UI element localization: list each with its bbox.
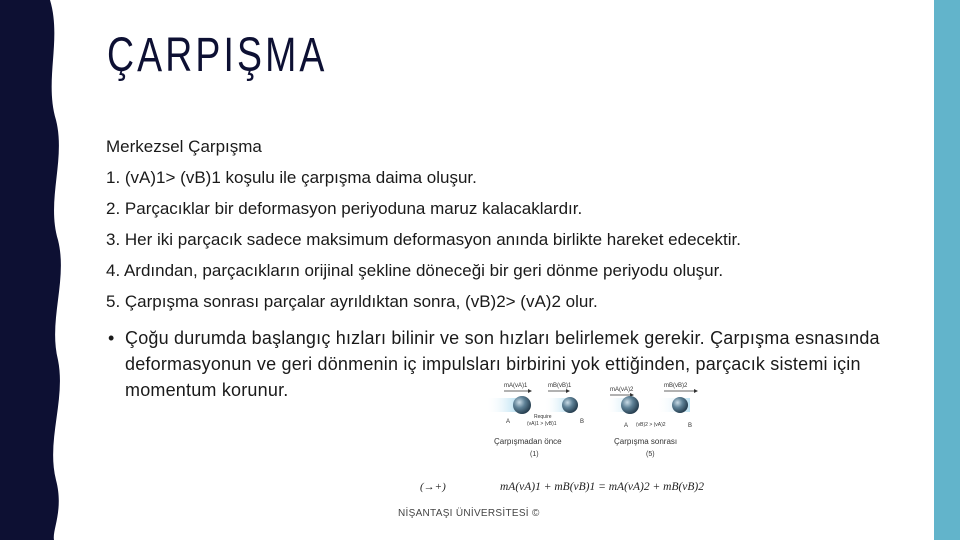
motion-trail (486, 398, 516, 412)
after-condition: (vB)2 > (vA)2 (636, 422, 666, 428)
requirement-condition: (vA)1 > (vB)1 (527, 421, 557, 427)
particle-label-a: A (624, 423, 629, 429)
section-heading: Merkezsel Çarpışma (106, 137, 262, 156)
arrow-head (566, 389, 570, 393)
list-item: 3. Her iki parçacık sadece maksimum deformasyon anında birlikte hareket edecektir. (106, 230, 741, 249)
collision-diagram (418, 374, 764, 502)
before-number: (1) (530, 451, 539, 458)
list-item: 5. Çarpışma sonrası parçalar ayrıldıktan sonra, (vB)2> (vA)2 olur. (106, 292, 598, 311)
particle-b (672, 397, 688, 413)
collision-figure (418, 374, 764, 502)
slide-content (106, 133, 906, 403)
bullet-marker: • (108, 328, 115, 348)
particle-b (562, 397, 578, 413)
momentum-label-b2: mB(vB)2 (664, 383, 688, 389)
slide-title: ÇARPIŞMA (107, 29, 328, 82)
momentum-equation: mA(vA)1 + mB(vB)1 = mA(vA)2 + mB(vB)2 (500, 481, 705, 493)
particle-a (621, 396, 639, 414)
right-accent-bar (934, 0, 960, 540)
particle-label-b: B (688, 423, 693, 429)
particle-a (513, 396, 531, 414)
particle-label-a: A (506, 419, 511, 425)
momentum-label-a1: mA(vA)1 (504, 383, 528, 389)
after-number: (5) (646, 451, 655, 458)
arrow-head (694, 389, 698, 393)
list-item: 1. (vA)1> (vB)1 koşulu ile çarpışma daima oluşur. (106, 168, 477, 187)
momentum-label-a2: mA(vA)2 (610, 387, 634, 393)
list-item: 4. Ardından, parçacıkların orijinal şekline döneceği bir geri dönme periyodu oluşur. (106, 261, 724, 280)
footer-text: NİŞANTAŞI ÜNİVERSİTESİ © (398, 508, 540, 519)
equation-direction: (→+) (420, 481, 446, 493)
requirement-label: Require (534, 414, 552, 420)
list-item: 2. Parçacıklar bir deformasyon periyoduna maruz kalacaklardır. (106, 199, 583, 218)
arrow-head (528, 389, 532, 393)
particle-label-b: B (580, 419, 585, 425)
left-wave-edge (40, 0, 70, 540)
momentum-label-b1: mB(vB)1 (548, 383, 572, 389)
after-caption: Çarpışma sonrası (614, 437, 678, 446)
before-caption: Çarpışmadan önce (494, 437, 562, 446)
bullet-text: Çoğu durumda başlangıç hızları bilinir ve son hızları belirlemek gerekir. Çarpışma esnasında deformasyonun ve geri dönmenin iç impulsları birbirini yok ettiğinden, parçacık sistemi için momentum korunur. (125, 328, 880, 400)
